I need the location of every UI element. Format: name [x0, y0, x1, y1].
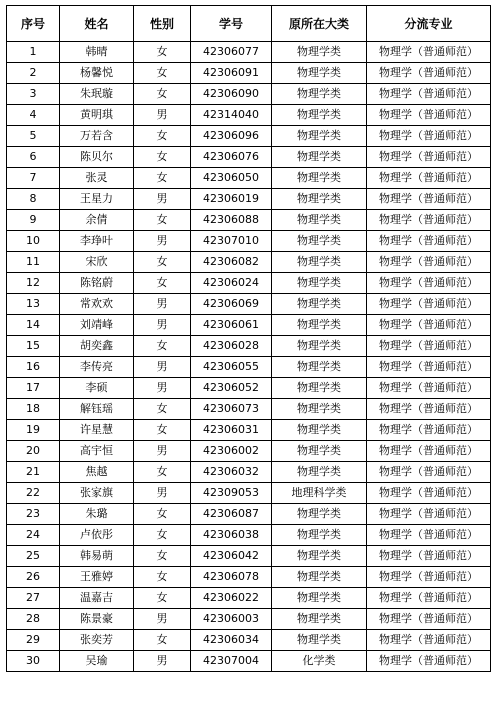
cell-gender: 男	[134, 294, 191, 315]
cell-index: 12	[7, 273, 60, 294]
cell-name: 黄明琪	[60, 105, 134, 126]
cell-name: 胡奕鑫	[60, 336, 134, 357]
table-header	[7, 6, 491, 42]
table-row	[7, 378, 491, 399]
cell-index: 30	[7, 651, 60, 672]
cell-gender: 男	[134, 189, 191, 210]
cell-index: 7	[7, 168, 60, 189]
cell-index: 24	[7, 525, 60, 546]
cell-assigned-major: 物理学（普通师范）	[367, 651, 491, 672]
cell-index: 21	[7, 462, 60, 483]
cell-gender: 男	[134, 651, 191, 672]
table-row	[7, 336, 491, 357]
cell-student-id: 42306003	[191, 609, 272, 630]
cell-index: 11	[7, 252, 60, 273]
cell-gender: 女	[134, 210, 191, 231]
cell-index: 29	[7, 630, 60, 651]
cell-name: 陈景豪	[60, 609, 134, 630]
cell-student-id: 42306019	[191, 189, 272, 210]
table-row	[7, 630, 491, 651]
cell-gender: 女	[134, 147, 191, 168]
cell-original-category: 物理学类	[272, 126, 367, 147]
cell-gender: 女	[134, 273, 191, 294]
cell-gender: 女	[134, 462, 191, 483]
table-row	[7, 357, 491, 378]
cell-gender: 女	[134, 630, 191, 651]
cell-assigned-major: 物理学（普通师范）	[367, 168, 491, 189]
cell-index: 3	[7, 84, 60, 105]
cell-name: 解钰瑶	[60, 399, 134, 420]
cell-original-category: 物理学类	[272, 336, 367, 357]
cell-name: 温嘉吉	[60, 588, 134, 609]
header-assigned-major: 分流专业	[367, 6, 491, 42]
cell-student-id: 42306002	[191, 441, 272, 462]
cell-assigned-major: 物理学（普通师范）	[367, 105, 491, 126]
cell-student-id: 42306055	[191, 357, 272, 378]
cell-name: 卢依彤	[60, 525, 134, 546]
cell-assigned-major: 物理学（普通师范）	[367, 588, 491, 609]
cell-gender: 女	[134, 84, 191, 105]
cell-assigned-major: 物理学（普通师范）	[367, 525, 491, 546]
cell-assigned-major: 物理学（普通师范）	[367, 42, 491, 63]
cell-original-category: 物理学类	[272, 399, 367, 420]
cell-gender: 女	[134, 399, 191, 420]
cell-gender: 女	[134, 504, 191, 525]
cell-gender: 男	[134, 231, 191, 252]
cell-original-category: 物理学类	[272, 210, 367, 231]
cell-assigned-major: 物理学（普通师范）	[367, 357, 491, 378]
cell-name: 刘靖峰	[60, 315, 134, 336]
cell-original-category: 物理学类	[272, 567, 367, 588]
cell-assigned-major: 物理学（普通师范）	[367, 441, 491, 462]
cell-assigned-major: 物理学（普通师范）	[367, 126, 491, 147]
cell-original-category: 物理学类	[272, 588, 367, 609]
cell-gender: 女	[134, 63, 191, 84]
header-student-id: 学号	[191, 6, 272, 42]
table-row	[7, 567, 491, 588]
table-row	[7, 420, 491, 441]
cell-assigned-major: 物理学（普通师范）	[367, 504, 491, 525]
cell-original-category: 物理学类	[272, 378, 367, 399]
cell-student-id: 42314040	[191, 105, 272, 126]
cell-name: 陈贝尔	[60, 147, 134, 168]
cell-index: 26	[7, 567, 60, 588]
cell-student-id: 42306061	[191, 315, 272, 336]
cell-student-id: 42307010	[191, 231, 272, 252]
cell-original-category: 物理学类	[272, 42, 367, 63]
cell-original-category: 化学类	[272, 651, 367, 672]
table-row	[7, 609, 491, 630]
cell-index: 9	[7, 210, 60, 231]
cell-student-id: 42306096	[191, 126, 272, 147]
table-row	[7, 168, 491, 189]
table-row	[7, 189, 491, 210]
cell-assigned-major: 物理学（普通师范）	[367, 378, 491, 399]
cell-gender: 女	[134, 336, 191, 357]
cell-index: 1	[7, 42, 60, 63]
table-row	[7, 63, 491, 84]
cell-name: 焦越	[60, 462, 134, 483]
cell-student-id: 42306034	[191, 630, 272, 651]
cell-index: 25	[7, 546, 60, 567]
cell-name: 李琤叶	[60, 231, 134, 252]
cell-gender: 男	[134, 315, 191, 336]
cell-index: 10	[7, 231, 60, 252]
table-row	[7, 126, 491, 147]
cell-original-category: 物理学类	[272, 147, 367, 168]
cell-student-id: 42306052	[191, 378, 272, 399]
cell-assigned-major: 物理学（普通师范）	[367, 567, 491, 588]
cell-index: 20	[7, 441, 60, 462]
table-row	[7, 294, 491, 315]
cell-original-category: 物理学类	[272, 525, 367, 546]
header-row	[7, 6, 491, 42]
cell-name: 李硕	[60, 378, 134, 399]
cell-assigned-major: 物理学（普通师范）	[367, 630, 491, 651]
cell-original-category: 物理学类	[272, 252, 367, 273]
cell-assigned-major: 物理学（普通师范）	[367, 189, 491, 210]
cell-original-category: 物理学类	[272, 273, 367, 294]
cell-original-category: 物理学类	[272, 546, 367, 567]
cell-assigned-major: 物理学（普通师范）	[367, 294, 491, 315]
cell-original-category: 物理学类	[272, 105, 367, 126]
cell-assigned-major: 物理学（普通师范）	[367, 273, 491, 294]
table-row	[7, 462, 491, 483]
cell-index: 8	[7, 189, 60, 210]
cell-name: 许星慧	[60, 420, 134, 441]
table-row	[7, 84, 491, 105]
cell-gender: 女	[134, 126, 191, 147]
cell-original-category: 物理学类	[272, 294, 367, 315]
cell-student-id: 42306076	[191, 147, 272, 168]
cell-student-id: 42306038	[191, 525, 272, 546]
cell-name: 朱珉璇	[60, 84, 134, 105]
cell-original-category: 物理学类	[272, 441, 367, 462]
cell-name: 王星力	[60, 189, 134, 210]
cell-original-category: 地理科学类	[272, 483, 367, 504]
cell-original-category: 物理学类	[272, 63, 367, 84]
table-row	[7, 315, 491, 336]
header-original-category: 原所在大类	[272, 6, 367, 42]
cell-assigned-major: 物理学（普通师范）	[367, 84, 491, 105]
cell-name: 王雅婷	[60, 567, 134, 588]
cell-index: 15	[7, 336, 60, 357]
cell-gender: 男	[134, 609, 191, 630]
cell-assigned-major: 物理学（普通师范）	[367, 231, 491, 252]
cell-assigned-major: 物理学（普通师范）	[367, 63, 491, 84]
table-row	[7, 399, 491, 420]
cell-name: 张灵	[60, 168, 134, 189]
cell-student-id: 42306090	[191, 84, 272, 105]
cell-gender: 男	[134, 378, 191, 399]
cell-student-id: 42309053	[191, 483, 272, 504]
cell-gender: 女	[134, 252, 191, 273]
cell-original-category: 物理学类	[272, 189, 367, 210]
table-row	[7, 483, 491, 504]
cell-name: 朱璐	[60, 504, 134, 525]
cell-name: 常欢欢	[60, 294, 134, 315]
cell-name: 高宇恒	[60, 441, 134, 462]
cell-assigned-major: 物理学（普通师范）	[367, 420, 491, 441]
cell-index: 16	[7, 357, 60, 378]
cell-assigned-major: 物理学（普通师范）	[367, 210, 491, 231]
cell-name: 陈铭蔚	[60, 273, 134, 294]
cell-assigned-major: 物理学（普通师范）	[367, 546, 491, 567]
table-row	[7, 210, 491, 231]
table-row	[7, 441, 491, 462]
cell-gender: 女	[134, 525, 191, 546]
cell-index: 2	[7, 63, 60, 84]
table-row	[7, 546, 491, 567]
cell-student-id: 42306091	[191, 63, 272, 84]
header-index: 序号	[7, 6, 60, 42]
cell-student-id: 42306028	[191, 336, 272, 357]
cell-gender: 男	[134, 483, 191, 504]
cell-name: 万若含	[60, 126, 134, 147]
cell-student-id: 42307004	[191, 651, 272, 672]
cell-original-category: 物理学类	[272, 609, 367, 630]
cell-name: 韩易萌	[60, 546, 134, 567]
table-row	[7, 651, 491, 672]
cell-student-id: 42306031	[191, 420, 272, 441]
cell-original-category: 物理学类	[272, 168, 367, 189]
cell-gender: 女	[134, 42, 191, 63]
cell-index: 17	[7, 378, 60, 399]
table-body	[7, 42, 491, 672]
cell-name: 吴瑜	[60, 651, 134, 672]
cell-index: 14	[7, 315, 60, 336]
cell-index: 28	[7, 609, 60, 630]
cell-name: 杨馨悦	[60, 63, 134, 84]
cell-assigned-major: 物理学（普通师范）	[367, 399, 491, 420]
cell-student-id: 42306073	[191, 399, 272, 420]
cell-name: 张家旗	[60, 483, 134, 504]
header-name: 姓名	[60, 6, 134, 42]
cell-student-id: 42306069	[191, 294, 272, 315]
cell-index: 5	[7, 126, 60, 147]
cell-gender: 女	[134, 168, 191, 189]
cell-student-id: 42306087	[191, 504, 272, 525]
cell-original-category: 物理学类	[272, 357, 367, 378]
student-roster-table	[6, 5, 491, 672]
cell-original-category: 物理学类	[272, 504, 367, 525]
cell-student-id: 42306032	[191, 462, 272, 483]
cell-name: 张奕芳	[60, 630, 134, 651]
cell-name: 余倩	[60, 210, 134, 231]
table-row	[7, 525, 491, 546]
cell-gender: 男	[134, 357, 191, 378]
cell-index: 19	[7, 420, 60, 441]
cell-index: 22	[7, 483, 60, 504]
cell-index: 4	[7, 105, 60, 126]
table-row	[7, 231, 491, 252]
cell-name: 宋欣	[60, 252, 134, 273]
cell-index: 13	[7, 294, 60, 315]
cell-gender: 女	[134, 420, 191, 441]
cell-assigned-major: 物理学（普通师范）	[367, 315, 491, 336]
cell-student-id: 42306088	[191, 210, 272, 231]
header-gender: 性别	[134, 6, 191, 42]
cell-gender: 女	[134, 588, 191, 609]
cell-student-id: 42306042	[191, 546, 272, 567]
cell-assigned-major: 物理学（普通师范）	[367, 609, 491, 630]
cell-index: 23	[7, 504, 60, 525]
cell-original-category: 物理学类	[272, 231, 367, 252]
table-row	[7, 147, 491, 168]
cell-gender: 男	[134, 105, 191, 126]
cell-student-id: 42306077	[191, 42, 272, 63]
cell-student-id: 42306024	[191, 273, 272, 294]
table-row	[7, 273, 491, 294]
table-row	[7, 42, 491, 63]
cell-name: 韩晴	[60, 42, 134, 63]
cell-assigned-major: 物理学（普通师范）	[367, 483, 491, 504]
cell-assigned-major: 物理学（普通师范）	[367, 462, 491, 483]
cell-assigned-major: 物理学（普通师范）	[367, 147, 491, 168]
cell-original-category: 物理学类	[272, 630, 367, 651]
cell-original-category: 物理学类	[272, 420, 367, 441]
cell-assigned-major: 物理学（普通师范）	[367, 252, 491, 273]
cell-student-id: 42306022	[191, 588, 272, 609]
cell-gender: 女	[134, 546, 191, 567]
cell-index: 6	[7, 147, 60, 168]
cell-gender: 男	[134, 441, 191, 462]
cell-original-category: 物理学类	[272, 315, 367, 336]
cell-student-id: 42306050	[191, 168, 272, 189]
cell-student-id: 42306078	[191, 567, 272, 588]
cell-assigned-major: 物理学（普通师范）	[367, 336, 491, 357]
table-row	[7, 105, 491, 126]
cell-student-id: 42306082	[191, 252, 272, 273]
cell-index: 18	[7, 399, 60, 420]
cell-original-category: 物理学类	[272, 462, 367, 483]
cell-name: 李传亮	[60, 357, 134, 378]
table-row	[7, 588, 491, 609]
table-row	[7, 252, 491, 273]
table-row	[7, 504, 491, 525]
cell-index: 27	[7, 588, 60, 609]
cell-original-category: 物理学类	[272, 84, 367, 105]
cell-gender: 女	[134, 567, 191, 588]
